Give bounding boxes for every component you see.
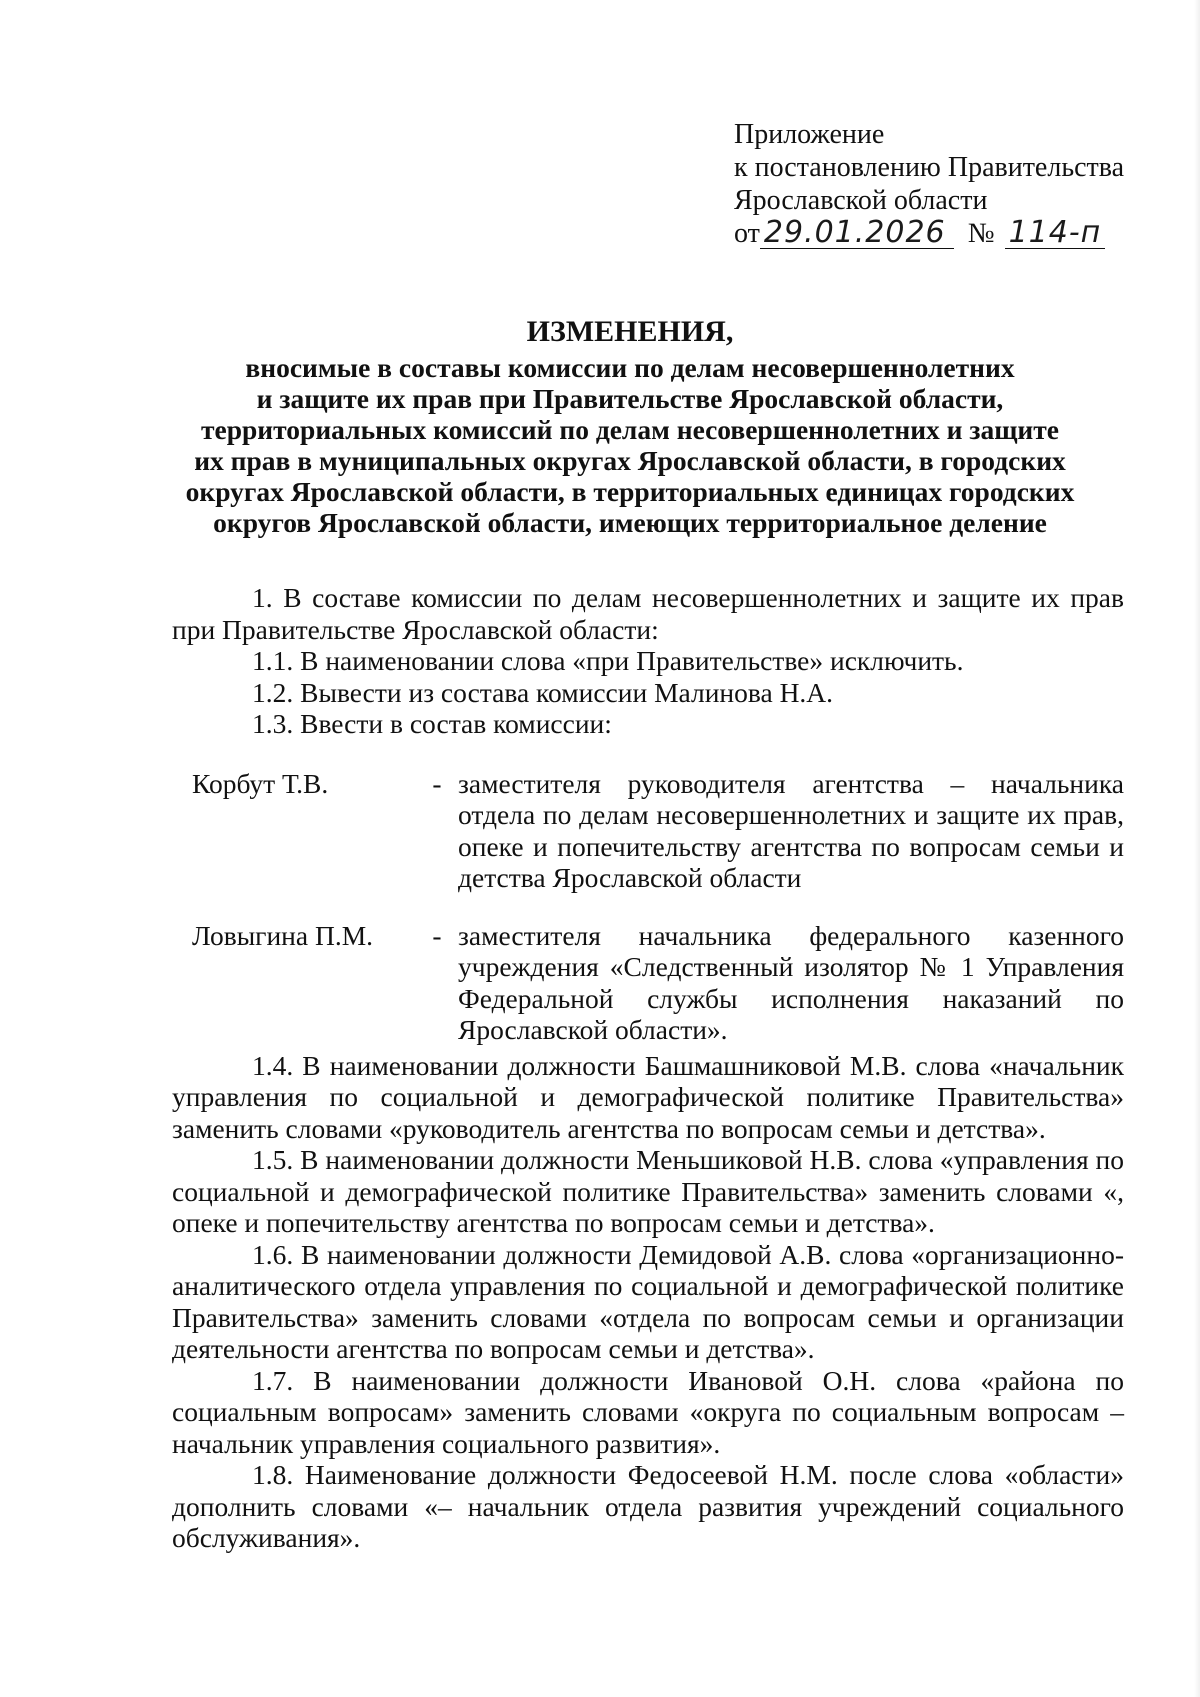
paragraph-1: 1. В составе комиссии по делам несовершеннолетних и защите их прав при Правительстве Ярославской области: xyxy=(172,582,1124,645)
paragraph-1-3: 1.3. Ввести в состав комиссии: xyxy=(252,708,612,739)
paragraph-1-8: 1.8. Наименование должности Федосеевой Н.М. после слова «области» дополнить словами «– начальник отдела развития учреждений социального обслуживания». xyxy=(172,1459,1124,1553)
title-subline: округов Ярославской области, имеющих территориальное деление xyxy=(213,507,1047,538)
appendix-resolution-line: к постановлению Правительства xyxy=(734,152,1125,183)
document-title-block xyxy=(150,312,1110,538)
title-subline: и защите их прав при Правительстве Ярославской области, xyxy=(256,383,1004,414)
appendix-region-line: Ярославской области xyxy=(734,185,988,216)
title-subline: территориальных комиссий по делам несовершеннолетних и защите xyxy=(201,414,1059,445)
title-subline: вносимые в составы комиссии по делам несовершеннолетних xyxy=(245,352,1015,383)
paragraph-1-6: 1.6. В наименовании должности Демидовой А.В. слова «организационно-аналитического отдела управления по социальной и демографической политике Правительства» заменить словами «отдела по вопросам семьи и организации деятельности агентства по вопросам семьи и детства». xyxy=(172,1238,1124,1364)
title-subline: округах Ярославской области, в территориальных единицах городских xyxy=(185,476,1075,507)
title-subline: их прав в муниципальных округах Ярославской области, в городских xyxy=(194,445,1066,476)
member-row xyxy=(172,768,1124,894)
handwritten-date: 29.01.2026 xyxy=(760,218,954,249)
paragraph-1-7: 1.7. В наименовании должности Ивановой О.Н. слова «района по социальным вопросам» заменить словами «округа по социальным вопросам – начальник управления социального развития». xyxy=(172,1364,1124,1459)
member-role: заместителя руководителя агентства – начальника отдела по делам несовершеннолетних и защите их прав, опеке и попечительству агентства по вопросам семьи и детства Ярославской области xyxy=(458,767,1124,893)
member-dash: - xyxy=(432,919,442,951)
paragraph-1-1: 1.1. В наименовании слова «при Правительстве» исключить. xyxy=(252,645,964,676)
appendix-date-number-row xyxy=(734,217,1174,250)
members-list xyxy=(172,768,1124,1046)
number-sign: № xyxy=(967,218,995,249)
document-title: ИЗМЕНЕНИЯ, xyxy=(526,315,734,348)
paragraph-1-5: 1.5. В наименовании должности Меньшиковой Н.В. слова «управления по социальной и демографической политике Правительства» заменить словами «, опеке и попечительству агентства по вопросам семьи и детства». xyxy=(172,1144,1124,1238)
paragraph-1-2: 1.2. Вывести из состава комиссии Малинова Н.А. xyxy=(252,676,834,708)
date-prefix: от xyxy=(734,218,760,249)
scan-edge-shadow xyxy=(1194,0,1200,1697)
member-name: Корбут Т.В. xyxy=(192,767,329,799)
member-role: заместителя начальника федерального казенного учреждения «Следственный изолятор № 1 Управления Федеральной службы исполнения наказаний по Ярославской области». xyxy=(458,919,1124,1045)
member-name: Ловыгина П.М. xyxy=(192,919,374,951)
document-body xyxy=(172,582,1124,1554)
handwritten-number: 114-п xyxy=(1005,218,1105,249)
member-row xyxy=(172,920,1124,1046)
appendix-label: Приложение xyxy=(734,119,885,150)
appendix-header xyxy=(734,118,1174,250)
member-dash: - xyxy=(432,767,442,799)
paragraph-1-4: 1.4. В наименовании должности Башмашниковой М.В. слова «начальник управления по социальной и демографической политике Правительства» заменить словами «руководитель агентства по вопросам семьи и детства». xyxy=(172,1049,1124,1144)
